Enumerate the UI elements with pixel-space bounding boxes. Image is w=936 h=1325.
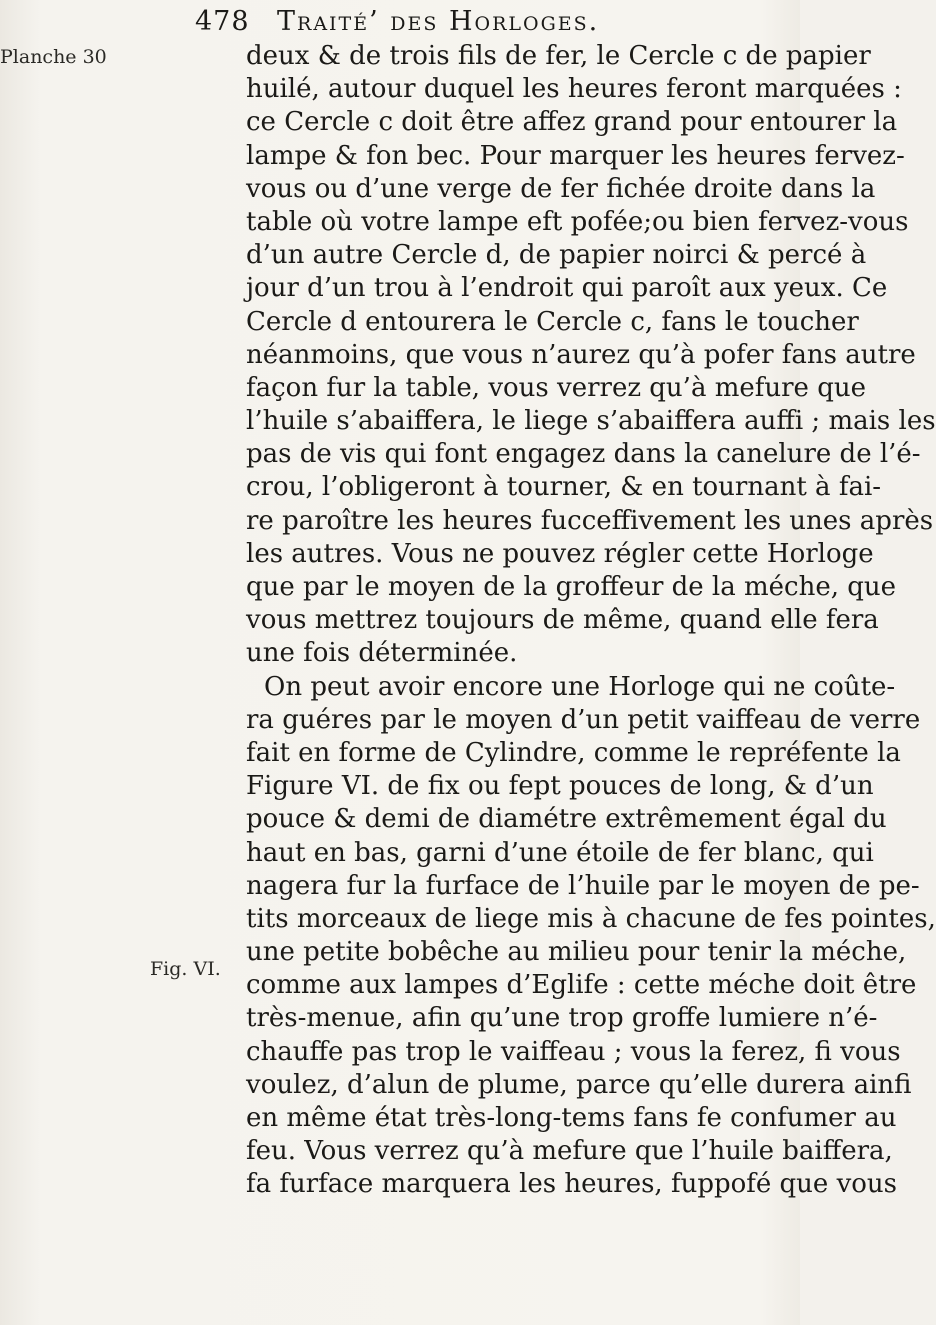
text-line: jour d’un trou à l’endroit qui paroît aux yeux. Ce	[246, 273, 888, 304]
text-line: néanmoins, que vous n’aurez qu’à pofer fans autre	[246, 339, 916, 370]
page-number: 478	[195, 6, 250, 37]
text-line: table où votre lampe eft pofée;ou bien fervez-vous	[246, 206, 909, 237]
text-line: Figure VI. de fix ou fept pouces de long, & d’un	[246, 771, 874, 802]
text-line: très-menue, afin qu’une trop groffe lumiere n’é-	[246, 1003, 878, 1034]
text-line: fait en forme de Cylindre, comme le repréfente la	[246, 737, 901, 768]
text-line: lampe & fon bec. Pour marquer les heures fervez-	[246, 140, 905, 171]
text-line: comme aux lampes d’Eglife : cette méche doit être	[246, 970, 917, 1001]
text-line: pas de vis qui font engagez dans la canelure de l’é-	[246, 439, 921, 470]
margin-note-figure: Fig. VI.	[150, 958, 221, 980]
text-line: les autres. Vous ne pouvez régler cette Horloge	[246, 538, 874, 569]
text-line: chauffe pas trop le vaiffeau ; vous la ferez, fi vous	[246, 1036, 901, 1067]
running-title: Traité’ des Horloges.	[277, 6, 600, 37]
body-text	[246, 40, 936, 1202]
text-line: On peut avoir encore une Horloge qui ne coûte-	[264, 671, 896, 702]
text-line: l’huile s’abaiffera, le liege s’abaiffera auffi ; mais les	[246, 406, 936, 437]
text-line: pouce & demi de diamétre extrêmement égal du	[246, 804, 887, 835]
text-line: crou, l’obligeront à tourner, & en tournant à fai-	[246, 472, 882, 503]
text-line: ce Cercle c doit être affez grand pour entourer la	[246, 107, 898, 138]
text-line: Cercle d entourera le Cercle c, fans le toucher	[246, 306, 859, 337]
text-line: en même état très-long-tems fans fe confumer au	[246, 1103, 897, 1133]
text-line: tits morceaux de liege mis à chacune de fes pointes,	[246, 903, 936, 934]
text-line: deux & de trois fils de fer, le Cercle c de papier	[246, 41, 871, 71]
text-line: feu. Vous verrez qu’à mefure que l’huile baiffera,	[246, 1136, 893, 1167]
text-line: ra guéres par le moyen d’un petit vaiffeau de verre	[246, 704, 921, 735]
text-line: vous mettrez toujours de même, quand elle fera	[246, 605, 879, 636]
text-line: que par le moyen de la groffeur de la méche, que	[246, 572, 897, 602]
text-line: vous ou d’une verge de fer fichée droite dans la	[246, 173, 876, 204]
text-line: huilé, autour duquel les heures feront marquées :	[246, 74, 902, 105]
text-line: voulez, d’alun de plume, parce qu’elle durera ainfi	[246, 1069, 912, 1100]
text-line: fa furface marquera les heures, fuppofé que vous	[246, 1169, 898, 1200]
text-line: nagera fur la furface de l’huile par le moyen de pe-	[246, 870, 920, 901]
text-line: une fois déterminée.	[246, 638, 518, 669]
text-line: haut en bas, garni d’une étoile de fer blanc, qui	[246, 837, 874, 868]
margin-note-planche: Planche 30	[0, 46, 107, 68]
text-line: re paroître les heures fucceffivement les unes après	[246, 505, 934, 536]
text-line: une petite bobêche au milieu pour tenir la méche,	[246, 937, 907, 968]
text-line: façon fur la table, vous verrez qu’à mefure que	[246, 372, 866, 403]
text-line: d’un autre Cercle d, de papier noirci & percé à	[246, 240, 867, 271]
